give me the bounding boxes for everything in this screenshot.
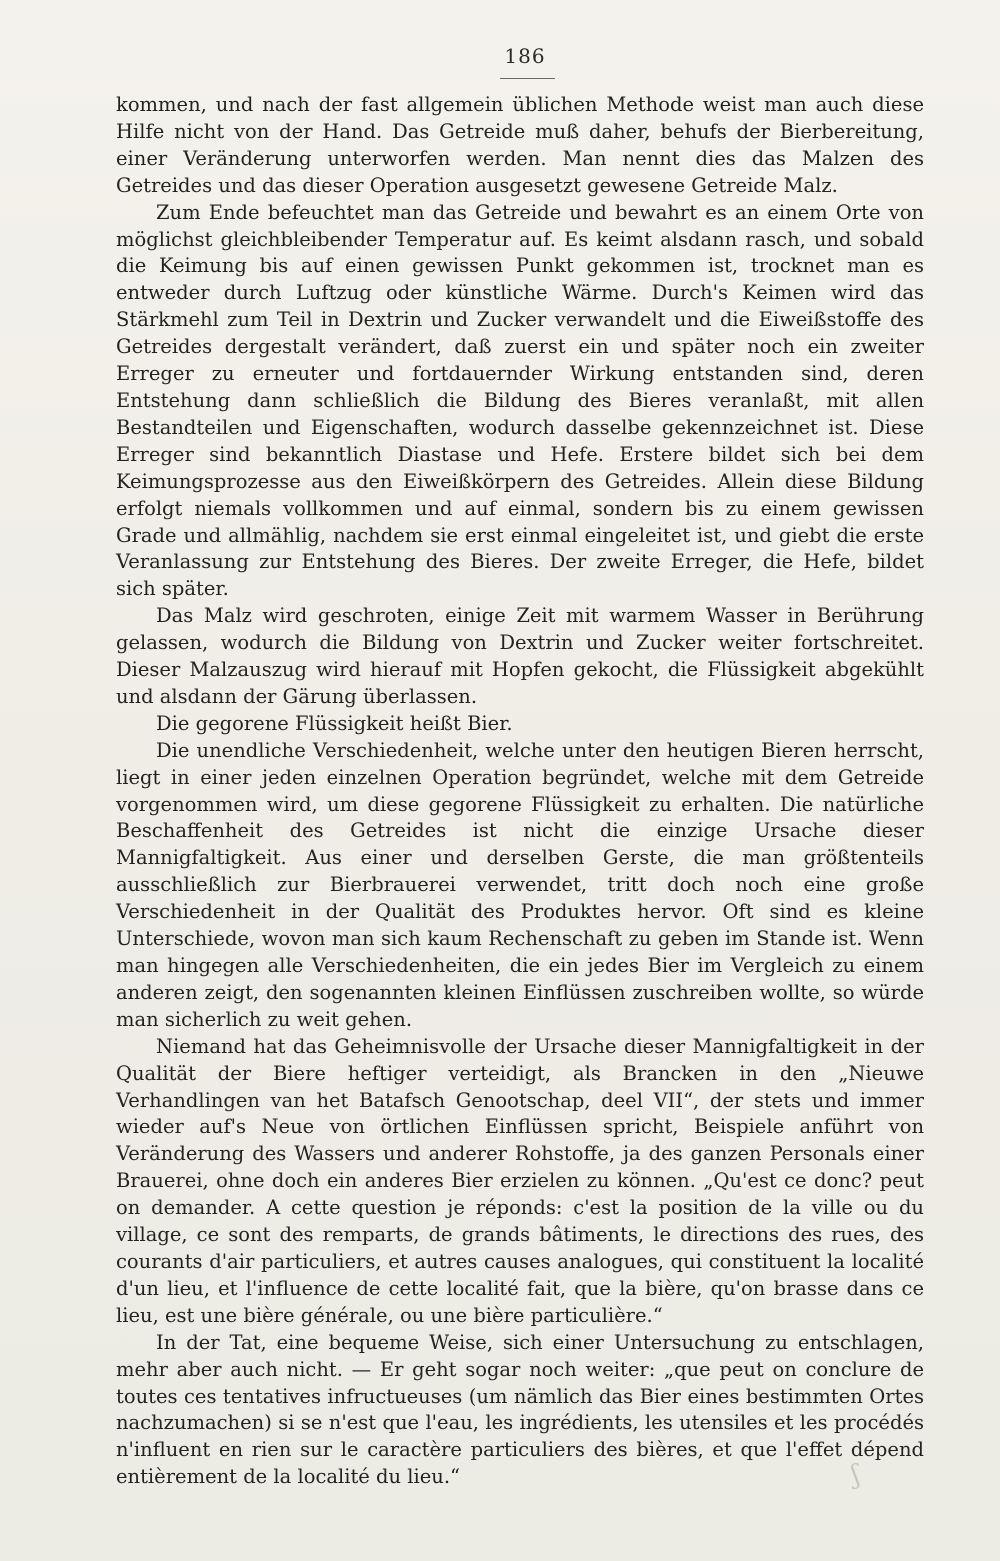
paragraph-germination: Zum Ende befeuchtet man das Getreide und bewahrt es an einem Orte von möglichst gleichbleibender Temperatur auf. Es keimt alsdann rasch, und sobald die Keimung bis auf einen gewissen Punkt gekommen ist, trocknet man es entweder durch Luftzug oder künstliche Wärme. Durch's Keimen wird das Stärkmehl zum Teil in Dextrin und Zucker verwandelt und die Eiweißstoffe des Getreides dergestalt verändert, daß zuerst ein und später noch ein zweiter Erreger zu erneuter und fortdauernder Wirkung entstanden sind, deren Entstehung dann schließlich die Bildung des Bieres veranlaßt, mit allen Bestandteilen und Eigenschaften, wodurch dasselbe gekennzeichnet ist. Diese Erreger sind bekanntlich Diastase und Hefe. Erstere bildet sich bei dem Keimungsprozesse aus den Eiweißkörpern des Getreides. Allein diese Bildung erfolgt niemals vollkommen und auf einmal, sondern bis zu einem gewissen Grade und allmählig, nachdem sie erst einmal eingeleitet ist, und giebt die erste Veranlassung zur Entstehung des Bieres. Der zweite Erreger, die Hefe, bildet sich später. bbox=[116, 200, 924, 601]
paragraph-malting-intro: kommen, und nach der fast allgemein üblichen Methode weist man auch diese Hilfe nicht von der Hand. Das Getreide muß daher, behufs der Bierbereitung, einer Veränderung unterworfen werden. Man nennt dies das Malzen des Getreides und das dieser Operation ausgesetzt gewesene Getreide Malz. bbox=[116, 93, 924, 197]
paragraph-brancken: Niemand hat das Geheimnisvolle der Ursache dieser Mannigfaltigkeit in der Qualität der Biere heftiger verteidigt, als Brancken in den „Nieuwe Verhandlingen van het Batafsch Genootschap, deel VII“, der stets und immer wieder auf's Neue von örtlichen Einflüssen spricht, Beispiele anführt von Veränderung des Wassers und anderer Rohstoffe, ja des ganzen Personals einer Brauerei, ohne doch ein anderes Bier erzielen zu können. „Qu'est ce donc? peut on demander. A cette question je réponds: c'est la position de la ville ou du village, ce sont des remparts, de grands bâtiments, le directions des rues, des courants d'air particuliers, et autres causes analogues, qui constituent la localité d'un lieu, et l'influence de cette localité fait, que la bière, qu'on brasse dans ce lieu, est une bière générale, ou une bière particulière.“ bbox=[116, 1034, 924, 1327]
paragraph-definition-beer: Die gegorene Flüssigkeit heißt Bier. bbox=[156, 711, 513, 735]
pencil-mark: ʃ bbox=[848, 1459, 863, 1491]
page-number-rule bbox=[500, 78, 555, 79]
body-text bbox=[116, 92, 924, 1491]
paragraph-conclusion: In der Tat, eine bequeme Weise, sich einer Untersuchung zu entschlagen, mehr aber auch nicht. — Er geht sogar noch weiter: „que peut on conclure de toutes ces tentatives infructueuses (um nämlich das Bier eines bestimmten Ortes nachzumachen) si se n'est que l'eau, les ingrédients, les utensiles et les procédés n'influent en rien sur le caractère particuliers des bières, et que l'effet dépend entièrement de la localité du lieu.“ bbox=[116, 1330, 924, 1489]
paragraph-variety: Die unendliche Verschiedenheit, welche unter den heutigen Bieren herrscht, liegt in einer jeden einzelnen Operation begründet, welche mit dem Getreide vorgenommen wird, um diese gegorene Flüssigkeit zu erhalten. Die natürliche Beschaffenheit des Getreides ist nicht die einzige Ursache dieser Mannigfaltigkeit. Aus einer und derselben Gerste, die man größtenteils ausschließlich zur Bierbrauerei verwendet, tritt doch noch eine große Verschiedenheit in der Qualität des Produktes hervor. Oft sind es kleine Unterschiede, wovon man sich kaum Rechenschaft zu geben im Stande ist. Wenn man hingegen alle Verschiedenheiten, die ein jedes Bier im Vergleich zu einem anderen zeigt, den sogenannten kleinen Einflüssen zuschreiben wollte, so würde man sicherlich zu weit gehen. bbox=[116, 738, 924, 1031]
paragraph-mashing: Das Malz wird geschroten, einige Zeit mit warmem Wasser in Berührung gelassen, wodurch die Bildung von Dextrin und Zucker weiter fortschreitet. Dieser Malzauszug wird hierauf mit Hopfen gekocht, die Flüssigkeit abgekühlt und alsdann der Gärung überlassen. bbox=[116, 604, 924, 708]
page-number: 186 bbox=[504, 44, 546, 68]
